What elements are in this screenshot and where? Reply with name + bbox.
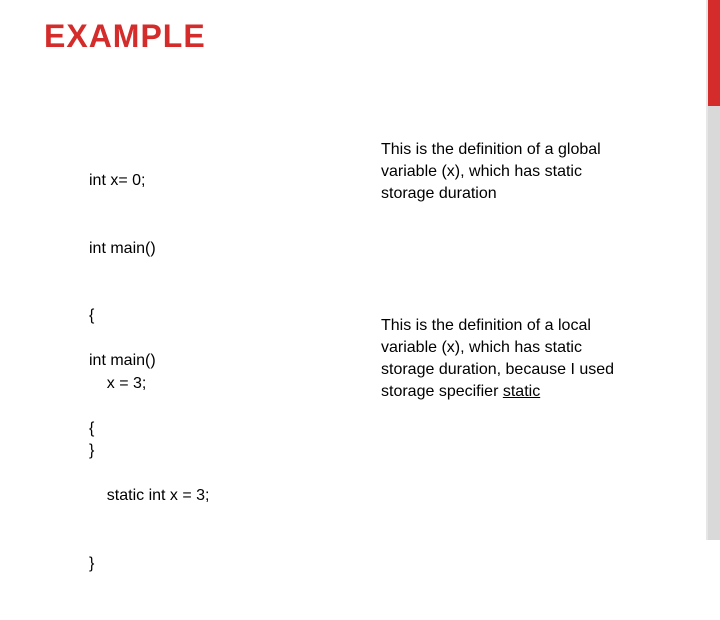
description-prefix: storage specifier	[381, 383, 503, 400]
static-keyword: static	[502, 383, 541, 400]
code-line: {	[89, 419, 95, 437]
description-line: variable (x), which has static	[381, 163, 582, 180]
accent-bar	[708, 0, 720, 106]
description-line: variable (x), which has static	[381, 339, 582, 356]
description-static-local	[381, 315, 671, 403]
code-line: int main()	[89, 352, 156, 369]
description-global	[381, 139, 671, 205]
side-bar	[708, 106, 720, 540]
code-line: static int x = 3;	[89, 487, 210, 504]
code-line: }	[89, 442, 95, 459]
code-block-static-local	[89, 305, 210, 620]
slide-title: EXAMPLE	[44, 18, 206, 54]
code-line: int x= 0;	[89, 172, 146, 189]
code-line: {	[89, 307, 95, 324]
code-line: }	[89, 554, 95, 572]
description-line-last	[381, 381, 671, 403]
description-line: This is the definition of a global	[381, 141, 601, 158]
description-line: storage duration	[381, 185, 497, 202]
description-line: storage duration, because I used	[381, 361, 615, 378]
code-line: int main()	[89, 239, 156, 257]
code-line: x = 3;	[89, 374, 147, 392]
description-line: This is the definition of a local	[381, 317, 591, 334]
